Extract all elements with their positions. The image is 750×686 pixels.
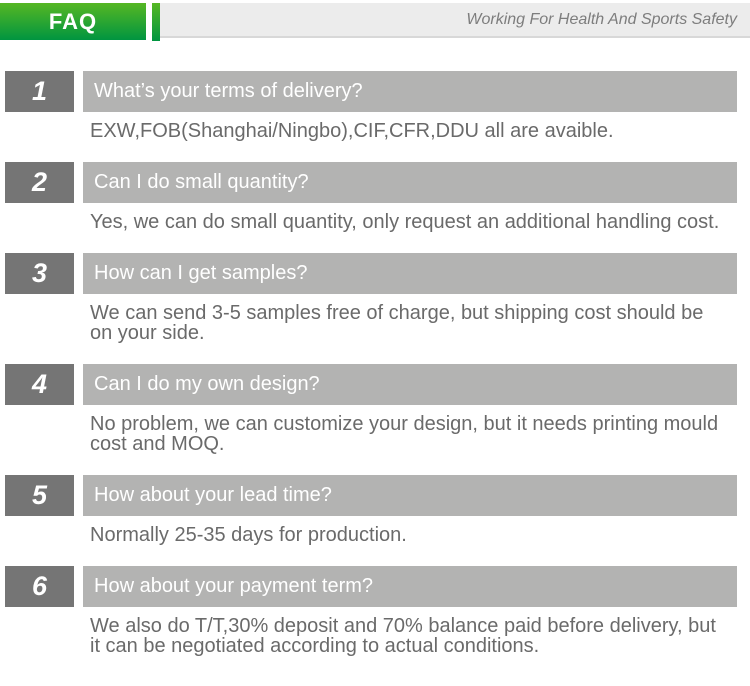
faq-answer: We can send 3-5 samples free of charge, but shipping cost should be on your side. bbox=[90, 302, 704, 344]
faq-item-number: 5 bbox=[5, 475, 74, 516]
faq-item-row bbox=[5, 162, 737, 203]
faq-question-bar bbox=[83, 475, 737, 516]
page-header bbox=[0, 0, 750, 44]
faq-question-bar bbox=[83, 253, 737, 294]
faq-question: Can I do my own design? bbox=[94, 373, 320, 395]
faq-item-number: 4 bbox=[5, 364, 74, 405]
faq-answer: We also do T/T,30% deposit and 70% balance paid before delivery, but it can be negotiated according to actual conditions. bbox=[90, 615, 716, 657]
page-title: FAQ bbox=[48, 8, 98, 34]
header-slogan: Working For Health And Sports Safety bbox=[466, 10, 737, 28]
faq-answer: No problem, we can customize your design, but it needs printing mould cost and MOQ. bbox=[90, 413, 719, 455]
faq-question: How can I get samples? bbox=[94, 262, 308, 284]
faq-question-bar bbox=[83, 71, 737, 112]
faq-item bbox=[0, 162, 750, 232]
faq-item-number: 6 bbox=[5, 566, 74, 607]
faq-item bbox=[0, 475, 750, 545]
faq-question: How about your lead time? bbox=[94, 484, 332, 506]
faq-item-number: 2 bbox=[5, 162, 74, 203]
faq-question-bar bbox=[83, 364, 737, 405]
faq-item-number: 1 bbox=[5, 71, 74, 112]
faq-item bbox=[0, 71, 750, 141]
faq-question: How about your payment term? bbox=[94, 575, 374, 597]
faq-question: Can I do small quantity? bbox=[94, 171, 309, 193]
header-slogan-bar bbox=[160, 3, 750, 38]
faq-item-row bbox=[5, 253, 737, 294]
faq-answer: Yes, we can do small quantity, only request an additional handling cost. bbox=[90, 211, 720, 233]
faq-question-bar bbox=[83, 566, 737, 607]
faq-item-row bbox=[5, 566, 737, 607]
faq-item-row bbox=[5, 364, 737, 405]
faq-item-row bbox=[5, 71, 737, 112]
faq-question: What’s your terms of delivery? bbox=[94, 80, 363, 102]
faq-item-number: 3 bbox=[5, 253, 74, 294]
faq-question-bar bbox=[83, 162, 737, 203]
faq-answer: Normally 25-35 days for production. bbox=[90, 524, 407, 546]
header-accent-stripe bbox=[152, 3, 160, 41]
faq-list bbox=[0, 71, 750, 656]
faq-item bbox=[0, 566, 750, 656]
faq-title-box bbox=[0, 3, 146, 40]
faq-item bbox=[0, 364, 750, 454]
faq-answer: EXW,FOB(Shanghai/Ningbo),CIF,CFR,DDU all are avaible. bbox=[90, 120, 614, 142]
faq-item-row bbox=[5, 475, 737, 516]
faq-item bbox=[0, 253, 750, 343]
